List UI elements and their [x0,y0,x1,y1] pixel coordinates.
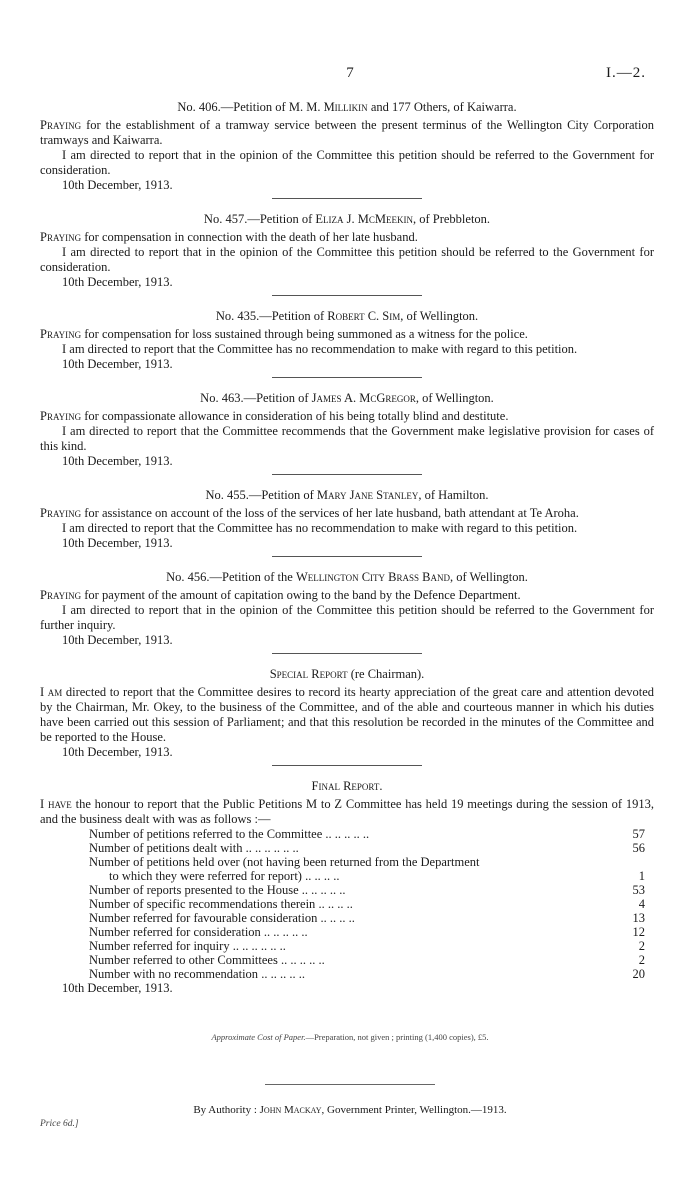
petition-heading: No. 463.—Petition of James A. McGregor, of Wellington. [200,391,494,405]
petition-block [40,100,654,199]
price-note: Price 6d.] [40,1119,79,1129]
dot-leaders: .. .. .. .. .. [277,953,325,967]
petition-block [40,570,654,654]
statistic-label: Number of specific recommendations therein .. .. .. .. [89,897,353,911]
divider-rule [272,377,422,378]
dot-leaders: .. .. .. .. [315,897,353,911]
petition-heading: No. 406.—Petition of M. M. Millikin and 177 Others, of Kaiwarra. [177,100,517,114]
statistics-row [89,925,645,939]
statistic-label: Number referred to other Committees .. .. .. .. .. [89,953,325,967]
statistics-row [89,855,645,869]
page-number: 7 [346,65,354,81]
special-report-section [40,667,654,766]
dot-leaders: .. .. .. .. .. [258,967,305,981]
report-date: 10th December, 1913. [62,981,173,995]
report-date: 10th December, 1913. [62,633,173,647]
report-date: 10th December, 1913. [62,275,173,289]
statistics-row [89,897,645,911]
statistics-row [89,967,645,981]
report-date: 10th December, 1913. [62,745,173,759]
statistic-label: Number referred for inquiry .. .. .. .. .. .. [89,939,286,953]
dot-leaders: .. .. .. .. .. .. [242,841,299,855]
dot-leaders: .. .. .. .. [301,869,340,883]
committee-report: I am directed to report that the Committee recommends that the Government make legislative provision for cases of this kind. [40,424,654,453]
committee-report: I am directed to report that in the opinion of the Committee this petition should be referred to the Government for consideration. [40,148,654,177]
petition-prayer: Praying for the establishment of a tramway service between the present terminus of the Wellington City Corporation tramways and Kaiwarra. [40,118,654,147]
statistic-value: 2 [638,953,645,967]
petition-block [40,309,654,378]
report-date: 10th December, 1913. [62,357,173,371]
statistics-row [89,911,645,925]
divider-rule [272,198,422,199]
divider-rule [272,653,422,654]
statistics-row [89,939,645,953]
petition-block [40,488,654,557]
statistic-label: Number of petitions referred to the Committee .. .. .. .. .. [89,827,370,841]
committee-report: I am directed to report that the Committee has no recommendation to make with regard to this petition. [62,342,578,356]
report-date: 10th December, 1913. [62,178,173,192]
statistic-label: Number of petitions held over (not having been returned from the Department [89,855,480,869]
divider-rule [272,765,422,766]
document-body [40,100,654,996]
statistics-row [89,883,645,897]
dot-leaders: .. .. .. .. .. .. [229,939,286,953]
report-date: 10th December, 1913. [62,536,173,550]
petitioner-name: M. M. Millikin [288,100,368,114]
statistic-label: Number of petitions dealt with .. .. .. .. .. .. [89,841,299,855]
committee-report: I am directed to report that the Committee has no recommendation to make with regard to this petition. [62,521,578,535]
special-report-heading: Special Report (re Chairman). [269,667,425,681]
statistic-value: 57 [632,827,645,841]
printer-name: John Mackay [259,1104,322,1116]
statistic-label: Number referred for consideration .. .. .. .. .. [89,925,308,939]
divider-rule [272,295,422,296]
footer-divider [265,1084,435,1085]
petitioner-name: Wellington City Brass Band [295,570,450,584]
final-report-statistics [89,827,645,981]
final-report-section [40,779,654,996]
statistic-value: 13 [632,911,645,925]
petition-block [40,212,654,296]
statistics-row [89,827,645,841]
dot-leaders: .. .. .. .. [317,911,355,925]
paper-reference: I.—2. [606,65,646,81]
petition-heading: No. 455.—Petition of Mary Jane Stanley, of Hamilton. [205,488,489,502]
statistic-value [600,855,645,869]
statistics-row [89,953,645,967]
petition-prayer: Praying for compensation for loss sustained through being summoned as a witness for the police. [40,327,528,341]
statistics-row [89,869,645,883]
divider-rule [272,474,422,475]
petition-prayer: Praying for assistance on account of the loss of the services of her late husband, bath attendant at Te Aroha. [40,506,579,520]
final-report-heading: Final Report. [311,779,383,793]
statistic-label: Number with no recommendation .. .. .. .. .. [89,967,305,981]
statistic-label: to which they were referred for report) .. .. .. .. [109,869,340,883]
statistic-value: 1 [638,869,645,883]
printer-imprint: By Authority : John Mackay, Government Printer, Wellington.—1913. [193,1104,507,1116]
petition-heading: No. 435.—Petition of Robert C. Sim, of Wellington. [215,309,479,323]
dot-leaders: .. .. .. .. .. [260,925,308,939]
statistic-value: 12 [632,925,645,939]
statistic-label: Number of reports presented to the House .. .. .. .. .. [89,883,346,897]
petition-prayer: Praying for payment of the amount of capitation owing to the band by the Defence Department. [40,588,521,602]
committee-report: I am directed to report that in the opinion of the Committee this petition should be referred to the Government for consideration. [40,245,654,274]
final-report-body: I have the honour to report that the Public Petitions M to Z Committee has held 19 meetings during the session of 1913, and the business dealt with was as follows :— [40,797,654,826]
statistic-value: 20 [632,967,645,981]
cost-of-paper-note: Approximate Cost of Paper.—Preparation, not given ; printing (1,400 copies), £5. [211,1032,489,1042]
statistic-value: 56 [632,841,645,855]
dot-leaders: .. .. .. .. .. [322,827,370,841]
petitioner-name: Robert C. Sim [327,309,401,323]
statistic-value: 2 [638,939,645,953]
petition-prayer: Praying for compensation in connection with the death of her late husband. [40,230,418,244]
committee-report: I am directed to report that in the opinion of the Committee this petition should be referred to the Government for further inquiry. [40,603,654,632]
petition-prayer: Praying for compassionate allowance in consideration of his being totally blind and destitute. [40,409,509,423]
report-date: 10th December, 1913. [62,454,173,468]
statistic-value: 4 [638,897,645,911]
statistics-row [89,841,645,855]
special-report-body: I am directed to report that the Committee desires to record its hearty appreciation of the great care and attention devoted by the Chairman, Mr. Okey, to the business of the Committee, and of the able and courteous manner in which his duties have been carried out this session of Parliament; and that this resolution be recorded in the minutes of the Committee and be reported to the House. [40,685,654,744]
petition-heading: No. 457.—Petition of Eliza J. McMeekin, of Prebbleton. [203,212,491,226]
petitioner-name: James A. McGregor [311,391,416,405]
petition-block [40,391,654,475]
dot-leaders: .. .. .. .. .. [298,883,346,897]
petition-heading: No. 456.—Petition of the Wellington City Brass Band, of Wellington. [166,570,528,584]
petitioner-name: Eliza J. McMeekin [315,212,413,226]
petitioner-name: Mary Jane Stanley [316,488,419,502]
statistic-label: Number referred for favourable consideration .. .. .. .. [89,911,355,925]
divider-rule [272,556,422,557]
statistic-value: 53 [632,883,645,897]
